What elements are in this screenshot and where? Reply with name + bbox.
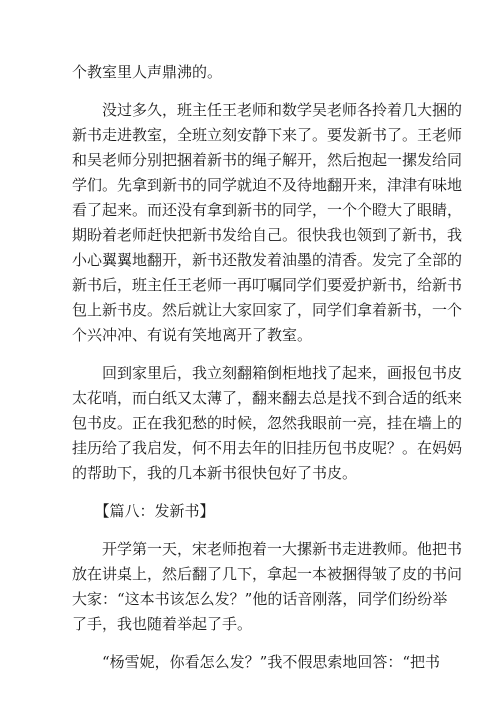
text-line: 新书后，班主任王老师一再叮嘱同学们要爱护新书，给新书 (72, 276, 463, 294)
text-line: 回到家里后，我立刻翻箱倒柜地找了起来，画报包书皮 (72, 364, 463, 382)
text-line: 和吴老师分别把捆着新书的绳子解开，然后抱起一摞发给同 (72, 151, 463, 169)
paragraph-gap (72, 637, 432, 650)
text-line: 大家：“这本书该怎么发？”他的话音刚落，同学们纷纷举 (72, 590, 448, 608)
text-line: 【篇八：发新书】 (72, 502, 215, 520)
paragraph (72, 60, 432, 85)
paragraph-gap (72, 486, 432, 499)
text-line: 新书走进教室，全班立刻安静下来了。要发新书了。王老师 (72, 126, 463, 144)
text-line: 包书皮。正在我犯愁的时候，忽然我眼前一亮，挂在墙上的 (72, 414, 463, 432)
text-line: 的帮助下，我的几本新书很快包好了书皮。 (72, 464, 358, 482)
text-line: 小心翼翼地翻开，新书还散发着油墨的清香。发完了全部的 (72, 251, 463, 269)
text-line: 学们。先拿到新书的同学就迫不及待地翻开来，津津有味地 (72, 176, 463, 194)
paragraph (72, 361, 463, 486)
text-line: 期盼着老师赶快把新书发给自己。很快我也领到了新书，我 (72, 226, 463, 244)
text-line: 个兴冲冲、有说有笑地离开了教室。 (72, 326, 313, 344)
paragraph (72, 98, 463, 348)
text-line: 放在讲桌上，然后翻了几下，拿起一本被捆得皱了皮的书问 (72, 565, 463, 583)
text-line: 看了起来。而还没有拿到新书的同学，一个个瞪大了眼睛， (72, 201, 463, 219)
text-line: 开学第一天，宋老师抱着一大摞新书走进教师。他把书 (72, 540, 463, 558)
paragraph-gap (72, 524, 432, 537)
text-line: 包上新书皮。然后就让大家回家了，同学们拿着新书，一个 (72, 301, 463, 319)
text-line: 没过多久，班主任王老师和数学吴老师各拎着几大捆的 (72, 101, 463, 119)
paragraph (72, 537, 463, 637)
text-line: 个教室里人声鼎沸的。 (72, 63, 223, 81)
paragraph-gap (72, 348, 432, 361)
text-line: 挂历给了我启发，何不用去年的旧挂历包书皮呢？。在妈妈 (72, 439, 463, 457)
text-line: 了手，我也随着举起了手。 (72, 615, 253, 633)
paragraph-gap (72, 85, 432, 98)
paragraph (72, 650, 441, 675)
paragraph (72, 499, 432, 524)
article-body (72, 60, 463, 675)
text-line: 太花哨，而白纸又太薄了，翻来翻去总是找不到合适的纸来 (72, 389, 463, 407)
text-line: “杨雪妮，你看怎么发？”我不假思索地回答：“把书 (72, 653, 441, 671)
